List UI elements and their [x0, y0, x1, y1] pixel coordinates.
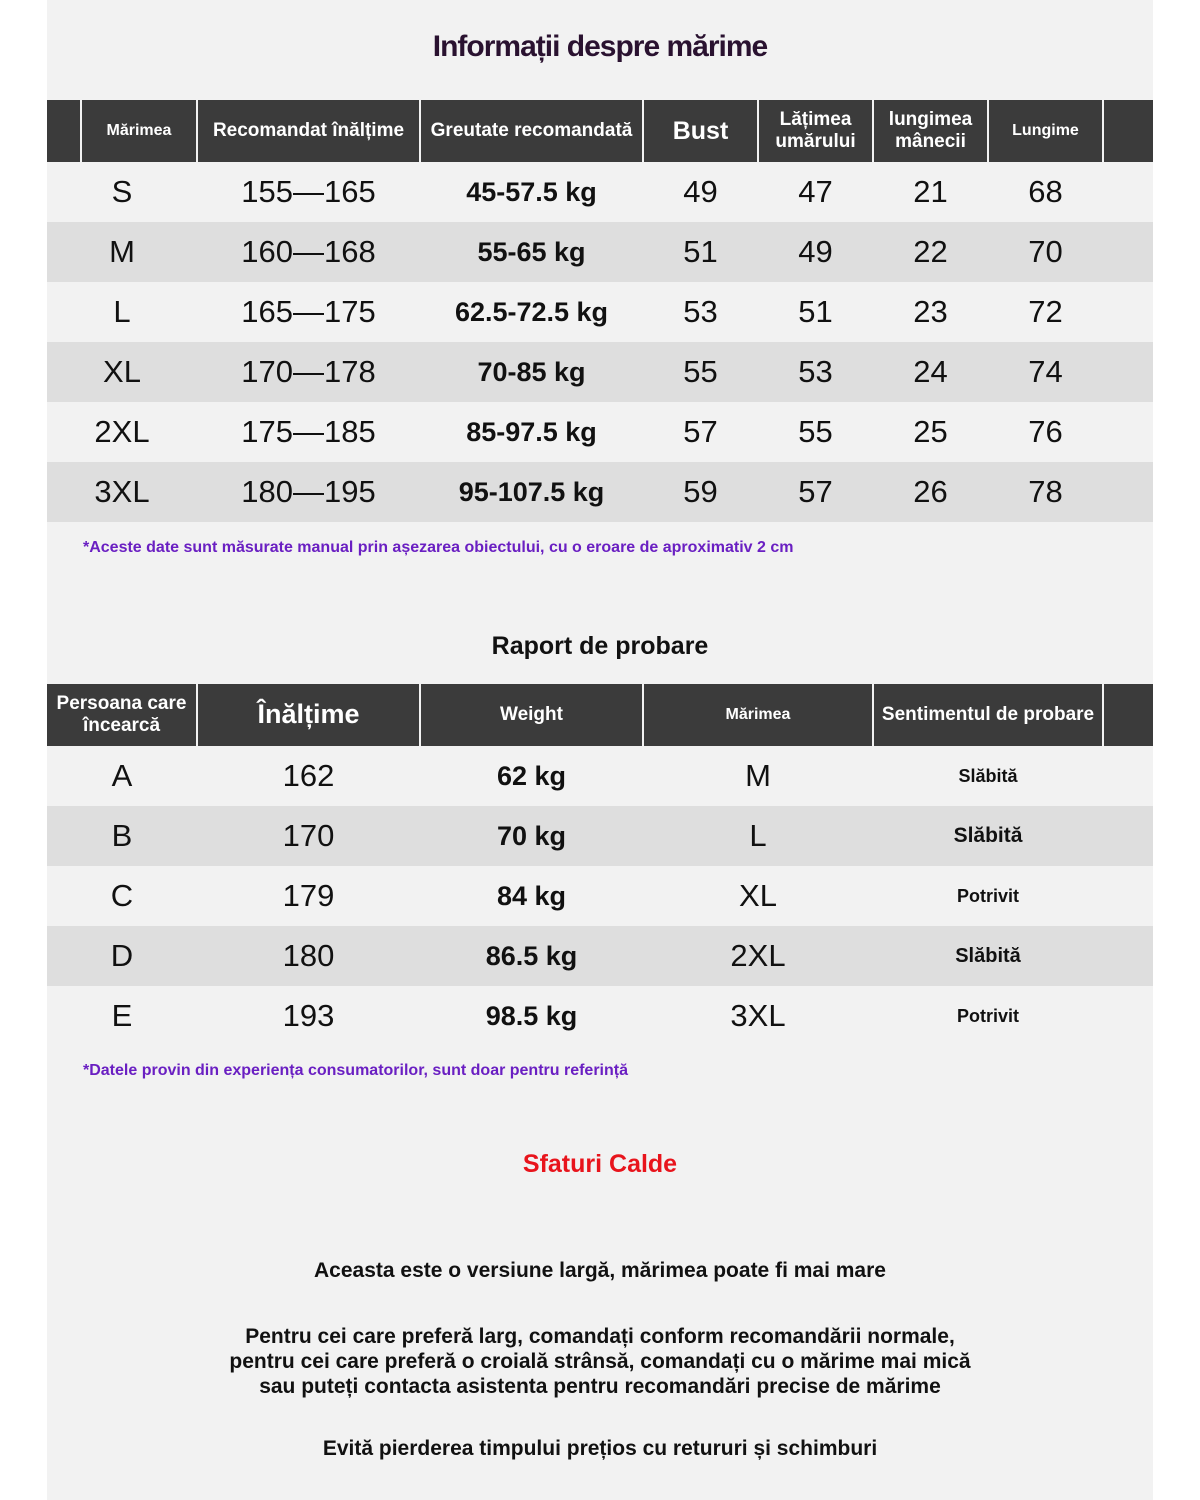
size-cell: M — [47, 222, 197, 282]
table-row — [47, 222, 1153, 282]
height-cell: 170—178 — [197, 342, 420, 402]
shoulder-cell: 55 — [798, 414, 833, 449]
table-row — [47, 806, 1153, 866]
size-cell: M — [745, 758, 771, 793]
header-weight: Weight — [420, 684, 643, 746]
height-cell: 180 — [197, 926, 420, 986]
header-fit-feeling: Sentimentul de probare — [873, 684, 1103, 746]
weight-cell: 95-107.5 kg — [420, 462, 643, 522]
header-person: Persoana care încearcă — [47, 684, 197, 746]
table-row — [47, 342, 1153, 402]
length-cell: 74 — [988, 342, 1103, 402]
bust-cell: 57 — [683, 414, 718, 449]
height-cell: 155—165 — [241, 174, 376, 209]
sleeve-cell: 26 — [873, 462, 988, 522]
try-on-table — [47, 684, 1153, 1046]
height-cell: 180—195 — [197, 462, 420, 522]
bust-cell: 53 — [683, 294, 718, 329]
length-cell: 70 — [988, 222, 1103, 282]
table-row — [47, 282, 1153, 342]
table-row — [47, 746, 1153, 806]
weight-cell: 86.5 kg — [420, 926, 643, 986]
weight-cell: 85-97.5 kg — [466, 416, 597, 447]
sleeve-cell: 22 — [873, 222, 988, 282]
weight-cell: 62.5-72.5 kg — [454, 296, 609, 327]
fit-cell: Slăbită — [873, 806, 1103, 866]
size-cell: 3XL — [47, 462, 197, 522]
weight-cell: 45-57.5 kg — [466, 176, 597, 207]
size-cell: S — [111, 174, 133, 209]
spacer-cell — [1103, 926, 1153, 986]
size-cell: 3XL — [730, 998, 786, 1033]
sleeve-cell: 21 — [913, 174, 948, 209]
header-height: Înălțime — [197, 684, 420, 746]
header-shoulder-width: Lățimea umărului — [758, 100, 873, 162]
person-cell: E — [111, 998, 133, 1033]
spacer-cell — [1103, 342, 1153, 402]
height-cell: 179 — [282, 878, 335, 913]
table-row — [47, 986, 1153, 1046]
person-cell: A — [111, 758, 133, 793]
tips-title: Sfaturi Calde — [522, 1150, 678, 1178]
size-cell: 2XL — [94, 414, 150, 449]
weight-cell: 55-65 kg — [420, 222, 643, 282]
try-on-title: Raport de probare — [491, 632, 709, 660]
weight-cell: 70-85 kg — [420, 342, 643, 402]
header-spacer — [47, 100, 81, 162]
size-guide-page — [47, 0, 1153, 1500]
shoulder-cell: 53 — [758, 342, 873, 402]
length-cell: 72 — [1028, 294, 1063, 329]
spacer-cell — [1103, 746, 1153, 806]
fit-cell: Slăbită — [958, 765, 1018, 786]
height-cell: 160—168 — [197, 222, 420, 282]
size-cell: L — [113, 294, 131, 329]
shoulder-cell: 47 — [798, 174, 833, 209]
spacer-cell — [1103, 866, 1153, 926]
weight-cell: 70 kg — [420, 806, 643, 866]
spacer-cell — [1103, 986, 1153, 1046]
height-cell: 193 — [282, 998, 335, 1033]
table-row — [47, 866, 1153, 926]
spacer-cell — [1103, 222, 1153, 282]
height-cell: 170 — [197, 806, 420, 866]
header-recommended-weight: Greutate recomandată — [420, 100, 643, 162]
table-row — [47, 926, 1153, 986]
header-size: Mărimea — [643, 684, 873, 746]
sleeve-cell: 23 — [913, 294, 948, 329]
size-info-title: Informații despre mărime — [432, 30, 768, 63]
fit-cell: Potrivit — [956, 885, 1019, 906]
size-table-header — [47, 100, 1153, 162]
shoulder-cell: 49 — [758, 222, 873, 282]
tip-line: sau puteți contacta asistenta pentru recomandări precise de mărime — [259, 1375, 941, 1398]
fit-cell: Potrivit — [956, 1005, 1019, 1026]
length-cell: 78 — [988, 462, 1103, 522]
header-size: Mărimea — [81, 100, 197, 162]
tip-line: pentru cei care preferă o croială strânsă, comandați cu o mărime mai mică — [229, 1350, 971, 1373]
bust-cell: 59 — [643, 462, 758, 522]
bust-cell: 55 — [643, 342, 758, 402]
size-table — [47, 100, 1153, 522]
size-info-note: *Aceste date sunt măsurate manual prin așezarea obiectului, cu o eroare de aproximativ 2 cm — [83, 539, 794, 556]
header-sleeve-length: lungimea mânecii — [873, 100, 988, 162]
spacer-cell — [1103, 462, 1153, 522]
weight-cell: 98.5 kg — [485, 1000, 578, 1031]
person-cell: D — [47, 926, 197, 986]
try-on-note: *Datele provin din experiența consumatorilor, sunt doar pentru referință — [83, 1062, 628, 1079]
spacer-cell — [1103, 282, 1153, 342]
size-cell: XL — [739, 878, 777, 913]
table-row — [47, 402, 1153, 462]
sleeve-cell: 24 — [873, 342, 988, 402]
header-length: Lungime — [988, 100, 1103, 162]
tip-loose-version: Aceasta este o versiune largă, mărimea poate fi mai mare — [314, 1259, 886, 1282]
try-on-table-header — [47, 684, 1153, 746]
fit-cell: Slăbită — [873, 926, 1103, 986]
sleeve-cell: 25 — [913, 414, 948, 449]
height-cell: 175—185 — [241, 414, 376, 449]
tip-line: Pentru cei care preferă larg, comandați conform recomandării normale, — [245, 1325, 955, 1348]
spacer-cell — [1103, 162, 1153, 222]
person-cell: B — [47, 806, 197, 866]
weight-cell: 84 kg — [496, 880, 567, 911]
header-bust: Bust — [643, 100, 758, 162]
weight-cell: 62 kg — [496, 760, 567, 791]
bust-cell: 51 — [643, 222, 758, 282]
spacer-cell — [1103, 806, 1153, 866]
header-spacer — [1103, 100, 1153, 162]
shoulder-cell: 51 — [798, 294, 833, 329]
size-cell: XL — [47, 342, 197, 402]
shoulder-cell: 57 — [758, 462, 873, 522]
bust-cell: 49 — [683, 174, 718, 209]
height-cell: 162 — [282, 758, 335, 793]
size-cell: L — [643, 806, 873, 866]
table-row — [47, 162, 1153, 222]
spacer-cell — [1103, 402, 1153, 462]
length-cell: 68 — [1028, 174, 1063, 209]
size-cell: 2XL — [643, 926, 873, 986]
tip-ordering-advice — [47, 1324, 1153, 1399]
header-recommended-height: Recomandat înălțime — [197, 100, 420, 162]
table-row — [47, 462, 1153, 522]
length-cell: 76 — [1028, 414, 1063, 449]
header-spacer — [1103, 684, 1153, 746]
tip-avoid-returns: Evită pierderea timpului prețios cu retururi și schimburi — [322, 1437, 878, 1460]
height-cell: 165—175 — [241, 294, 376, 329]
person-cell: C — [110, 878, 134, 913]
